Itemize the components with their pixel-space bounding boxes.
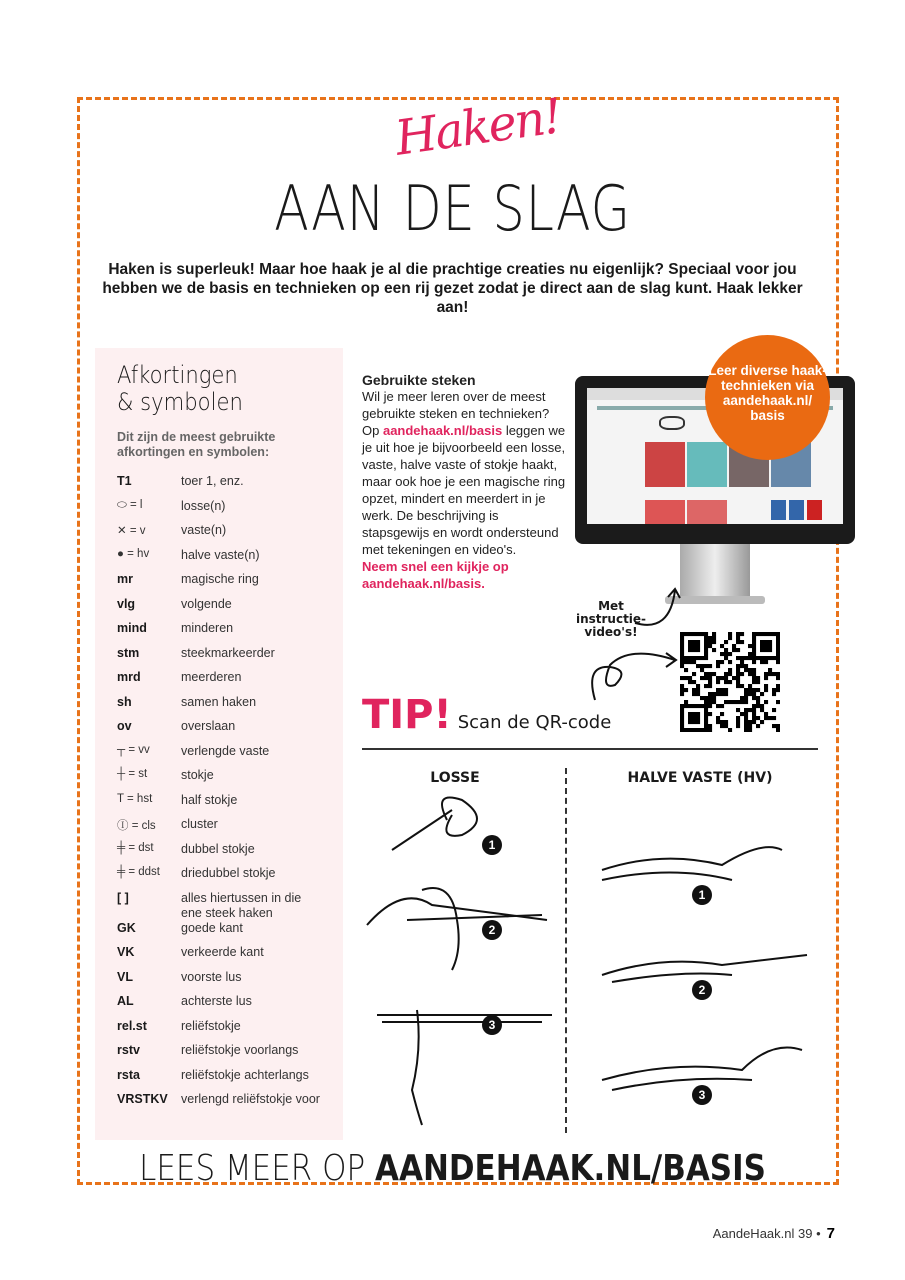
abbreviation-row [117,768,321,793]
abbreviation-meaning: voorste lus [181,969,242,984]
page-number: AandeHaak.nl 39 • 7 [712,1225,835,1242]
stitches-body: Op aandehaak.nl/basis leggen we je uit hoe je bijvoorbeeld een losse, vaste, halve vaste of stokje haakt, maar ook hoe je een magische ring opzet, mindert en meerdert in je werk. De beschrijving is stapsgewijs en wordt ondersteund met tekeningen en video's. [362,423,566,557]
abbreviation-key: ✕ = v [117,525,146,537]
step-number [482,920,502,940]
qr-code[interactable] [680,632,780,732]
stitch-illustrations [362,790,818,1135]
abbreviation-key: T1 [117,474,132,488]
abbreviation-meaning: half stokje [181,792,238,807]
info-badge: Leer diverse haak-technieken via aandehaak.nl/ basis [705,335,830,460]
abbreviation-meaning: halve vaste(n) [181,547,260,562]
stitches-text [362,372,567,592]
abbreviation-meaning: minderen [181,621,234,635]
abbreviation-key: rel.st [117,1018,147,1033]
svg-text:1: 1 [698,888,706,902]
abbreviation-meaning: volgende [181,596,232,611]
footer-cta: LEES MEER OP AANDEHAAK.NL/BASIS [139,1148,766,1189]
svg-text:2: 2 [488,923,496,937]
abbreviation-meaning: samen haken [181,694,257,709]
abbreviation-key: VK [117,945,135,959]
abbreviation-row [117,866,321,891]
abbreviation-row [117,474,321,499]
abbreviation-key: mind [117,621,147,635]
abbreviation-row [117,523,321,548]
svg-text:2: 2 [698,983,706,997]
step-number [692,885,712,905]
abbreviation-row [117,719,321,744]
svg-text:1: 1 [488,838,496,852]
abbreviation-row [117,793,321,818]
abbreviation-key: rstv [117,1043,140,1057]
abbreviation-meaning: losse(n) [181,498,226,513]
divider [362,748,818,750]
abbreviation-row [117,670,321,695]
abbreviation-row [117,695,321,720]
video-note: Met instructie-video's! [575,599,647,639]
abbreviation-row [117,1092,321,1117]
curved-arrow-icon [630,585,690,635]
abbreviation-row [117,994,321,1019]
abbreviation-key: mr [117,572,133,586]
abbreviation-row [117,646,321,671]
abbreviation-key: ╪ = ddst [117,866,160,878]
panel-subtitle: Dit zijn de meest gebruikte afkortingen en symbolen: [117,430,276,459]
abbreviation-meaning: verkeerde kant [181,945,264,959]
abbreviation-row [117,970,321,995]
abbreviation-row [117,891,321,921]
abbreviation-row [117,945,321,970]
abbreviation-row [117,921,321,946]
abbreviation-key: ╪ = dst [117,841,154,854]
abbreviation-meaning: magische ring [181,572,259,586]
step-number [482,1015,502,1035]
abbreviation-meaning: vaste(n) [181,523,227,537]
abbreviation-row [117,572,321,597]
basis-link[interactable]: aandehaak.nl/basis [382,423,503,438]
abbreviation-meaning: goede kant [181,920,243,935]
abbreviation-key: ● = hv [117,547,150,560]
abbreviation-key: T = hst [117,792,153,805]
abbreviation-key: AL [117,994,134,1008]
abbreviation-meaning: cluster [181,817,218,831]
abbreviation-key: VRSTKV [117,1092,168,1106]
abbreviation-key: VL [117,969,133,984]
abbreviation-key: sh [117,694,132,709]
abbreviation-meaning: steekmarkeerder [181,645,275,660]
abbreviation-key: GK [117,920,136,935]
abbreviation-key: [ ] [117,890,129,905]
abbreviation-meaning: reliëfstokje [181,1018,241,1033]
step-number [482,835,502,855]
script-title: Haken! [391,88,565,167]
abbreviation-key: Ⓘ = cls [117,820,156,832]
cta-text[interactable]: Neem snel een kijkje op aandehaak.nl/basis. [362,559,509,591]
abbreviation-meaning: achterste lus [181,994,252,1008]
abbreviation-key: ⬭ = l [117,498,143,511]
svg-text:3: 3 [488,1018,496,1032]
abbreviation-key: mrd [117,670,141,684]
abbreviation-row [117,817,321,842]
abbreviations-panel [95,348,343,1140]
abbreviation-meaning: toer 1, enz. [181,474,244,488]
abbreviation-meaning: stokje [181,768,214,782]
abbreviation-key: ov [117,719,132,733]
abbreviation-row [117,621,321,646]
abbreviation-row [117,842,321,867]
abbreviation-row [117,1019,321,1044]
losse-heading: LOSSE [430,770,480,786]
svg-text:3: 3 [698,1088,706,1102]
abbreviation-row [117,1043,321,1068]
abbreviation-meaning: overslaan [181,719,236,733]
abbreviation-meaning: meerderen [181,670,242,684]
step-number [692,980,712,1000]
step-number [692,1085,712,1105]
tip: TIP! Scan de QR-code [362,692,612,738]
halve-vaste-heading: HALVE VASTE (HV) [627,770,773,786]
abbreviation-row [117,597,321,622]
abbreviation-meaning: dubbel stokje [181,841,255,856]
abbreviation-key: ┼ = st [117,768,148,780]
abbreviation-key: stm [117,645,140,660]
abbreviation-meaning: driedubbel stokje [181,866,276,880]
abbreviation-key: rsta [117,1067,140,1082]
abbreviation-row [117,548,321,573]
abbreviation-key: ┬ = vv [117,743,150,756]
page-title: AAN DE SLAG [274,172,631,245]
abbreviation-meaning: reliëfstokje achterlangs [181,1067,309,1082]
intro-text: Haken is superleuk! Maar hoe haak je al die prachtige creaties nu eigenlijk? Speciaal voor jou hebben we de basis en technieken op een rij gezet zodat je direct aan de slag kunt. Haak lekker aan! [102,261,803,316]
stitches-intro: Wil je meer leren over de meest gebruikte steken en technieken? [362,389,550,421]
abbreviation-meaning: alles hiertussen in die ene steek haken [181,890,302,920]
abbreviation-row [117,499,321,524]
abbreviation-row [117,744,321,769]
abbreviation-key: vlg [117,596,136,611]
abbreviation-row [117,1068,321,1093]
abbreviation-meaning: reliëfstokje voorlangs [181,1043,299,1057]
abbreviation-meaning: verlengd reliëfstokje voor [181,1092,320,1106]
abbreviation-meaning: verlengde vaste [181,743,270,758]
abbreviation-list [117,474,321,1117]
stitches-title: Gebruikte steken [362,372,476,388]
panel-title: Afkortingen & symbolen [117,361,243,416]
